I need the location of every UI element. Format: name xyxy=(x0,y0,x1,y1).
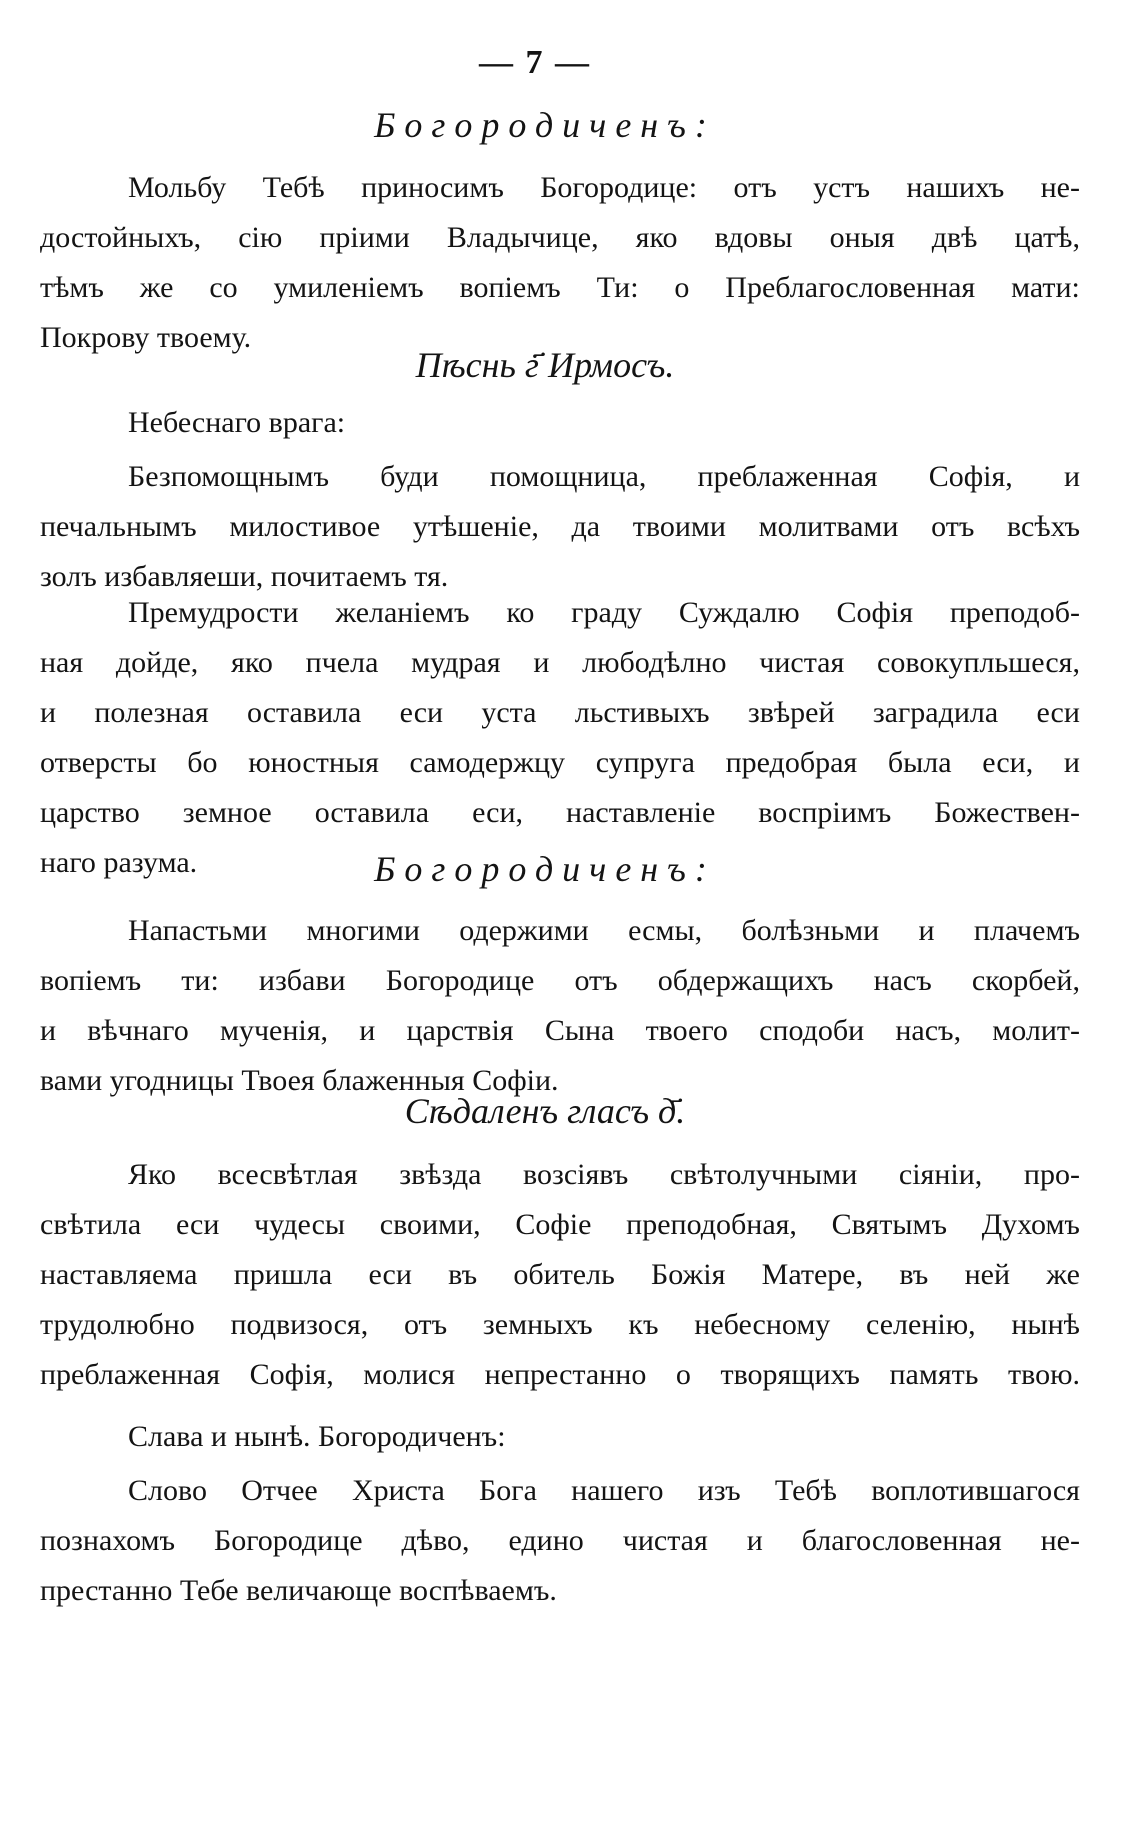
word: творящихъ xyxy=(720,1358,860,1391)
word: Твоея xyxy=(241,1064,323,1097)
text-line xyxy=(40,1566,1080,1616)
word: приносимъ xyxy=(361,171,504,204)
word: и xyxy=(1063,460,1080,493)
word: небесному xyxy=(694,1308,831,1341)
word: яко xyxy=(231,646,273,679)
word: еси, xyxy=(982,746,1034,779)
word: Суждалю xyxy=(678,596,800,629)
word: всесвѣтлая xyxy=(217,1158,358,1191)
text-line xyxy=(40,588,1080,638)
word: отъ xyxy=(931,510,975,543)
word: оставила xyxy=(246,696,362,729)
word: Христа xyxy=(351,1474,445,1507)
word: мати: xyxy=(1011,271,1080,304)
word: блаженныя xyxy=(322,1064,473,1097)
heading-bogorodichen-2: Богородиченъ: xyxy=(374,849,716,889)
word: молитвами xyxy=(758,510,899,543)
word: яко xyxy=(635,221,678,254)
word: земное xyxy=(182,796,272,829)
word: Безпомощнымъ xyxy=(128,460,330,493)
word: Софiя, xyxy=(928,460,1013,493)
word: угодницы xyxy=(109,1064,242,1097)
word: Владычице, xyxy=(446,221,599,254)
word: Богородице xyxy=(214,1524,363,1557)
word: со xyxy=(209,271,238,304)
word: Покрову xyxy=(40,321,157,354)
word: наставляема xyxy=(40,1258,198,1291)
word: разума. xyxy=(103,846,198,879)
paragraph-troparion-1 xyxy=(40,452,1080,602)
word: желанiемъ xyxy=(335,596,470,629)
word: цатѣ, xyxy=(1014,221,1080,254)
word: Богородице: xyxy=(540,171,698,204)
word: земныхъ xyxy=(482,1308,593,1341)
word: Тебе xyxy=(179,1574,247,1607)
word: едино xyxy=(508,1524,584,1557)
word: есмы, xyxy=(628,914,703,947)
heading-bogorodichen-1: Богородиченъ: xyxy=(374,105,716,145)
word: къ xyxy=(628,1308,659,1341)
irmos-incipit: Небеснаго врага: xyxy=(128,406,346,439)
text-line xyxy=(40,906,1080,956)
text-line xyxy=(40,213,1080,263)
heading-pesn-3-irmos: Пѣснь г҃ Ирмосъ. xyxy=(415,345,675,385)
word: царство xyxy=(40,796,140,829)
slava-i-nyne: Слава и нынѣ. Богородиченъ: xyxy=(128,1420,506,1453)
word: двѣ xyxy=(931,221,978,254)
word: преблаженная xyxy=(697,460,878,493)
word: Софiя, xyxy=(249,1358,334,1391)
word: и xyxy=(40,696,57,729)
word: печальнымъ xyxy=(40,510,197,543)
word: чудесы xyxy=(254,1208,346,1241)
word: достойныхъ, xyxy=(40,221,202,254)
word: скорбей, xyxy=(971,964,1080,997)
paragraph-troparion-2 xyxy=(40,588,1080,888)
word: граду xyxy=(571,596,643,629)
text-line xyxy=(40,638,1080,688)
text-line xyxy=(40,1466,1080,1516)
text-line xyxy=(40,1200,1080,1250)
paragraph-bogorodichen-2 xyxy=(40,906,1080,1106)
word: воплотившагося xyxy=(871,1474,1080,1507)
word: оставила xyxy=(314,796,430,829)
word: да xyxy=(571,510,601,543)
word: и xyxy=(533,646,550,679)
word: свѣтолучными xyxy=(669,1158,858,1191)
word: умиленiемъ xyxy=(273,271,424,304)
word: о xyxy=(674,271,690,304)
word: Тебѣ xyxy=(262,171,325,204)
text-line xyxy=(40,163,1080,213)
word: обитель xyxy=(513,1258,615,1291)
word: Святымъ xyxy=(831,1208,947,1241)
word: сподоби xyxy=(759,1014,865,1047)
word: сiю xyxy=(238,221,283,254)
word: и xyxy=(359,1014,376,1047)
word: совокупльшеся, xyxy=(877,646,1080,679)
text-line xyxy=(40,1516,1080,1566)
word: еси xyxy=(399,696,444,729)
word: же xyxy=(1046,1258,1080,1291)
word: не- xyxy=(1040,1524,1080,1557)
word: еси xyxy=(175,1208,220,1241)
word: ко xyxy=(506,596,535,629)
word: и xyxy=(918,914,935,947)
word: твою. xyxy=(1008,1358,1080,1391)
text-line xyxy=(40,1006,1080,1056)
word: же xyxy=(139,271,174,304)
word: нашихъ xyxy=(906,171,1005,204)
word: Преблагословенная xyxy=(725,271,976,304)
word: трудолюбно xyxy=(40,1308,195,1341)
word: мученiя, xyxy=(219,1014,329,1047)
word: воспрiимъ xyxy=(758,796,892,829)
word: Отчее xyxy=(241,1474,318,1507)
word: устъ xyxy=(813,171,871,204)
word: тѣмъ xyxy=(40,271,104,304)
paragraph-sedalen xyxy=(40,1150,1080,1400)
word: дѣво, xyxy=(401,1524,470,1557)
word: твоему. xyxy=(156,321,252,354)
text-line xyxy=(40,688,1080,738)
word: плачемъ xyxy=(973,914,1080,947)
word: селенiю, xyxy=(866,1308,976,1341)
text-line xyxy=(40,956,1080,1006)
word: помощница, xyxy=(489,460,647,493)
text-line xyxy=(40,263,1080,313)
word: подвизося, xyxy=(230,1308,369,1341)
word: вдовы xyxy=(714,221,793,254)
word: вопiемъ xyxy=(40,964,142,997)
word: Софiи. xyxy=(472,1064,559,1097)
word: пришла xyxy=(233,1258,333,1291)
word: престанно xyxy=(40,1574,180,1607)
word: и xyxy=(1063,746,1080,779)
word: всѣхъ xyxy=(1007,510,1080,543)
word: еси xyxy=(1036,696,1080,729)
word: одержими xyxy=(459,914,589,947)
word: юностныя xyxy=(248,746,379,779)
word: вѣчнаго xyxy=(87,1014,189,1047)
word: болѣзньми xyxy=(741,914,880,947)
word: Напастьми xyxy=(128,914,268,947)
word: Богородице xyxy=(385,964,535,997)
word: отъ xyxy=(574,964,618,997)
word: преблаженная xyxy=(40,1358,221,1391)
heading-sedalen: Сѣдаленъ гласъ д҃. xyxy=(404,1091,686,1131)
word: насъ xyxy=(873,964,932,997)
word: любодѣлно xyxy=(582,646,727,679)
word: Премудрости xyxy=(128,596,299,629)
word: ти: xyxy=(181,964,219,997)
word: свѣтила xyxy=(40,1208,142,1241)
word: о xyxy=(675,1358,691,1391)
word: нынѣ xyxy=(1011,1308,1080,1341)
word: Духомъ xyxy=(981,1208,1080,1241)
word: царствiя xyxy=(406,1014,514,1047)
word: Мольбу xyxy=(128,171,227,204)
word: Божествен- xyxy=(934,796,1080,829)
word: величающе xyxy=(246,1574,400,1607)
word: избави xyxy=(258,964,346,997)
word: бо xyxy=(187,746,218,779)
text-line xyxy=(40,738,1080,788)
word: познахомъ xyxy=(40,1524,176,1557)
word: отъ xyxy=(403,1308,448,1341)
word: и xyxy=(40,1014,57,1047)
word: буди xyxy=(380,460,439,493)
paragraph-bogorodichen-final xyxy=(40,1466,1080,1616)
word: Тебѣ xyxy=(774,1474,837,1507)
word: ная xyxy=(40,646,84,679)
word: супруга xyxy=(595,746,695,779)
word: полезная xyxy=(94,696,209,729)
word: прiими xyxy=(319,221,410,254)
word: мудрая xyxy=(411,646,501,679)
word: непрестанно xyxy=(484,1358,647,1391)
word: золъ xyxy=(40,560,105,593)
word: твоего xyxy=(645,1014,728,1047)
word: Слово xyxy=(128,1474,207,1507)
word: еси xyxy=(368,1258,412,1291)
word: твоими xyxy=(632,510,726,543)
word: изъ xyxy=(697,1474,741,1507)
word: еси, xyxy=(472,796,524,829)
word: ней xyxy=(964,1258,1011,1291)
word: отверсты xyxy=(40,746,157,779)
text-line xyxy=(40,1250,1080,1300)
word: пчела xyxy=(305,646,379,679)
word: Яко xyxy=(128,1158,177,1191)
word: не- xyxy=(1040,171,1080,204)
word: нашего xyxy=(571,1474,664,1507)
word: въ xyxy=(448,1258,478,1291)
word: Матере, xyxy=(761,1258,864,1291)
text-line xyxy=(40,1150,1080,1200)
word: Бога xyxy=(479,1474,537,1507)
word: возсiявъ xyxy=(523,1158,629,1191)
text-line xyxy=(40,1300,1080,1350)
word: Ти: xyxy=(596,271,639,304)
word: оныя xyxy=(829,221,895,254)
page-number: — 7 — xyxy=(479,44,591,81)
word: и xyxy=(746,1524,763,1557)
word: многими xyxy=(306,914,420,947)
word: заградила xyxy=(872,696,999,729)
word: уста xyxy=(481,696,537,729)
word: звѣзда xyxy=(399,1158,482,1191)
word: утѣшенiе, xyxy=(412,510,539,543)
word: вами xyxy=(40,1064,110,1097)
word: чистая xyxy=(759,646,845,679)
word: самодержцу xyxy=(409,746,566,779)
word: благословенная xyxy=(801,1524,1002,1557)
word: преподоб- xyxy=(949,596,1080,629)
word: Софiя xyxy=(836,596,914,629)
text-line xyxy=(40,452,1080,502)
word: избавляеши, xyxy=(104,560,271,593)
paragraph-bogorodichen-1 xyxy=(40,163,1080,363)
word: молися xyxy=(363,1358,456,1391)
word: молит- xyxy=(992,1014,1080,1047)
word: своими, xyxy=(379,1208,481,1241)
word: воспѣваемъ. xyxy=(399,1574,557,1607)
word: льстивыхъ xyxy=(574,696,710,729)
word: вопiемъ xyxy=(459,271,561,304)
word: про- xyxy=(1023,1158,1080,1191)
text-line xyxy=(40,1350,1080,1400)
text-line xyxy=(40,502,1080,552)
word: сiянiи, xyxy=(898,1158,983,1191)
word: Сына xyxy=(544,1014,615,1047)
word: Божiя xyxy=(651,1258,726,1291)
word: почитаемъ xyxy=(270,560,415,593)
word: отъ xyxy=(733,171,777,204)
word: насъ, xyxy=(895,1014,962,1047)
word: преподобная, xyxy=(626,1208,797,1241)
word: была xyxy=(887,746,952,779)
word: обдержащихъ xyxy=(657,964,834,997)
word: память xyxy=(889,1358,979,1391)
word: тя. xyxy=(414,560,449,593)
word: дойде, xyxy=(115,646,199,679)
word: въ xyxy=(899,1258,929,1291)
text-line xyxy=(40,788,1080,838)
word: предобрая xyxy=(725,746,858,779)
word: Софiе xyxy=(515,1208,592,1241)
word: звѣрей xyxy=(747,696,835,729)
word: чистая xyxy=(622,1524,708,1557)
word: наставленiе xyxy=(566,796,716,829)
word: милостивое xyxy=(229,510,381,543)
word: наго xyxy=(40,846,104,879)
